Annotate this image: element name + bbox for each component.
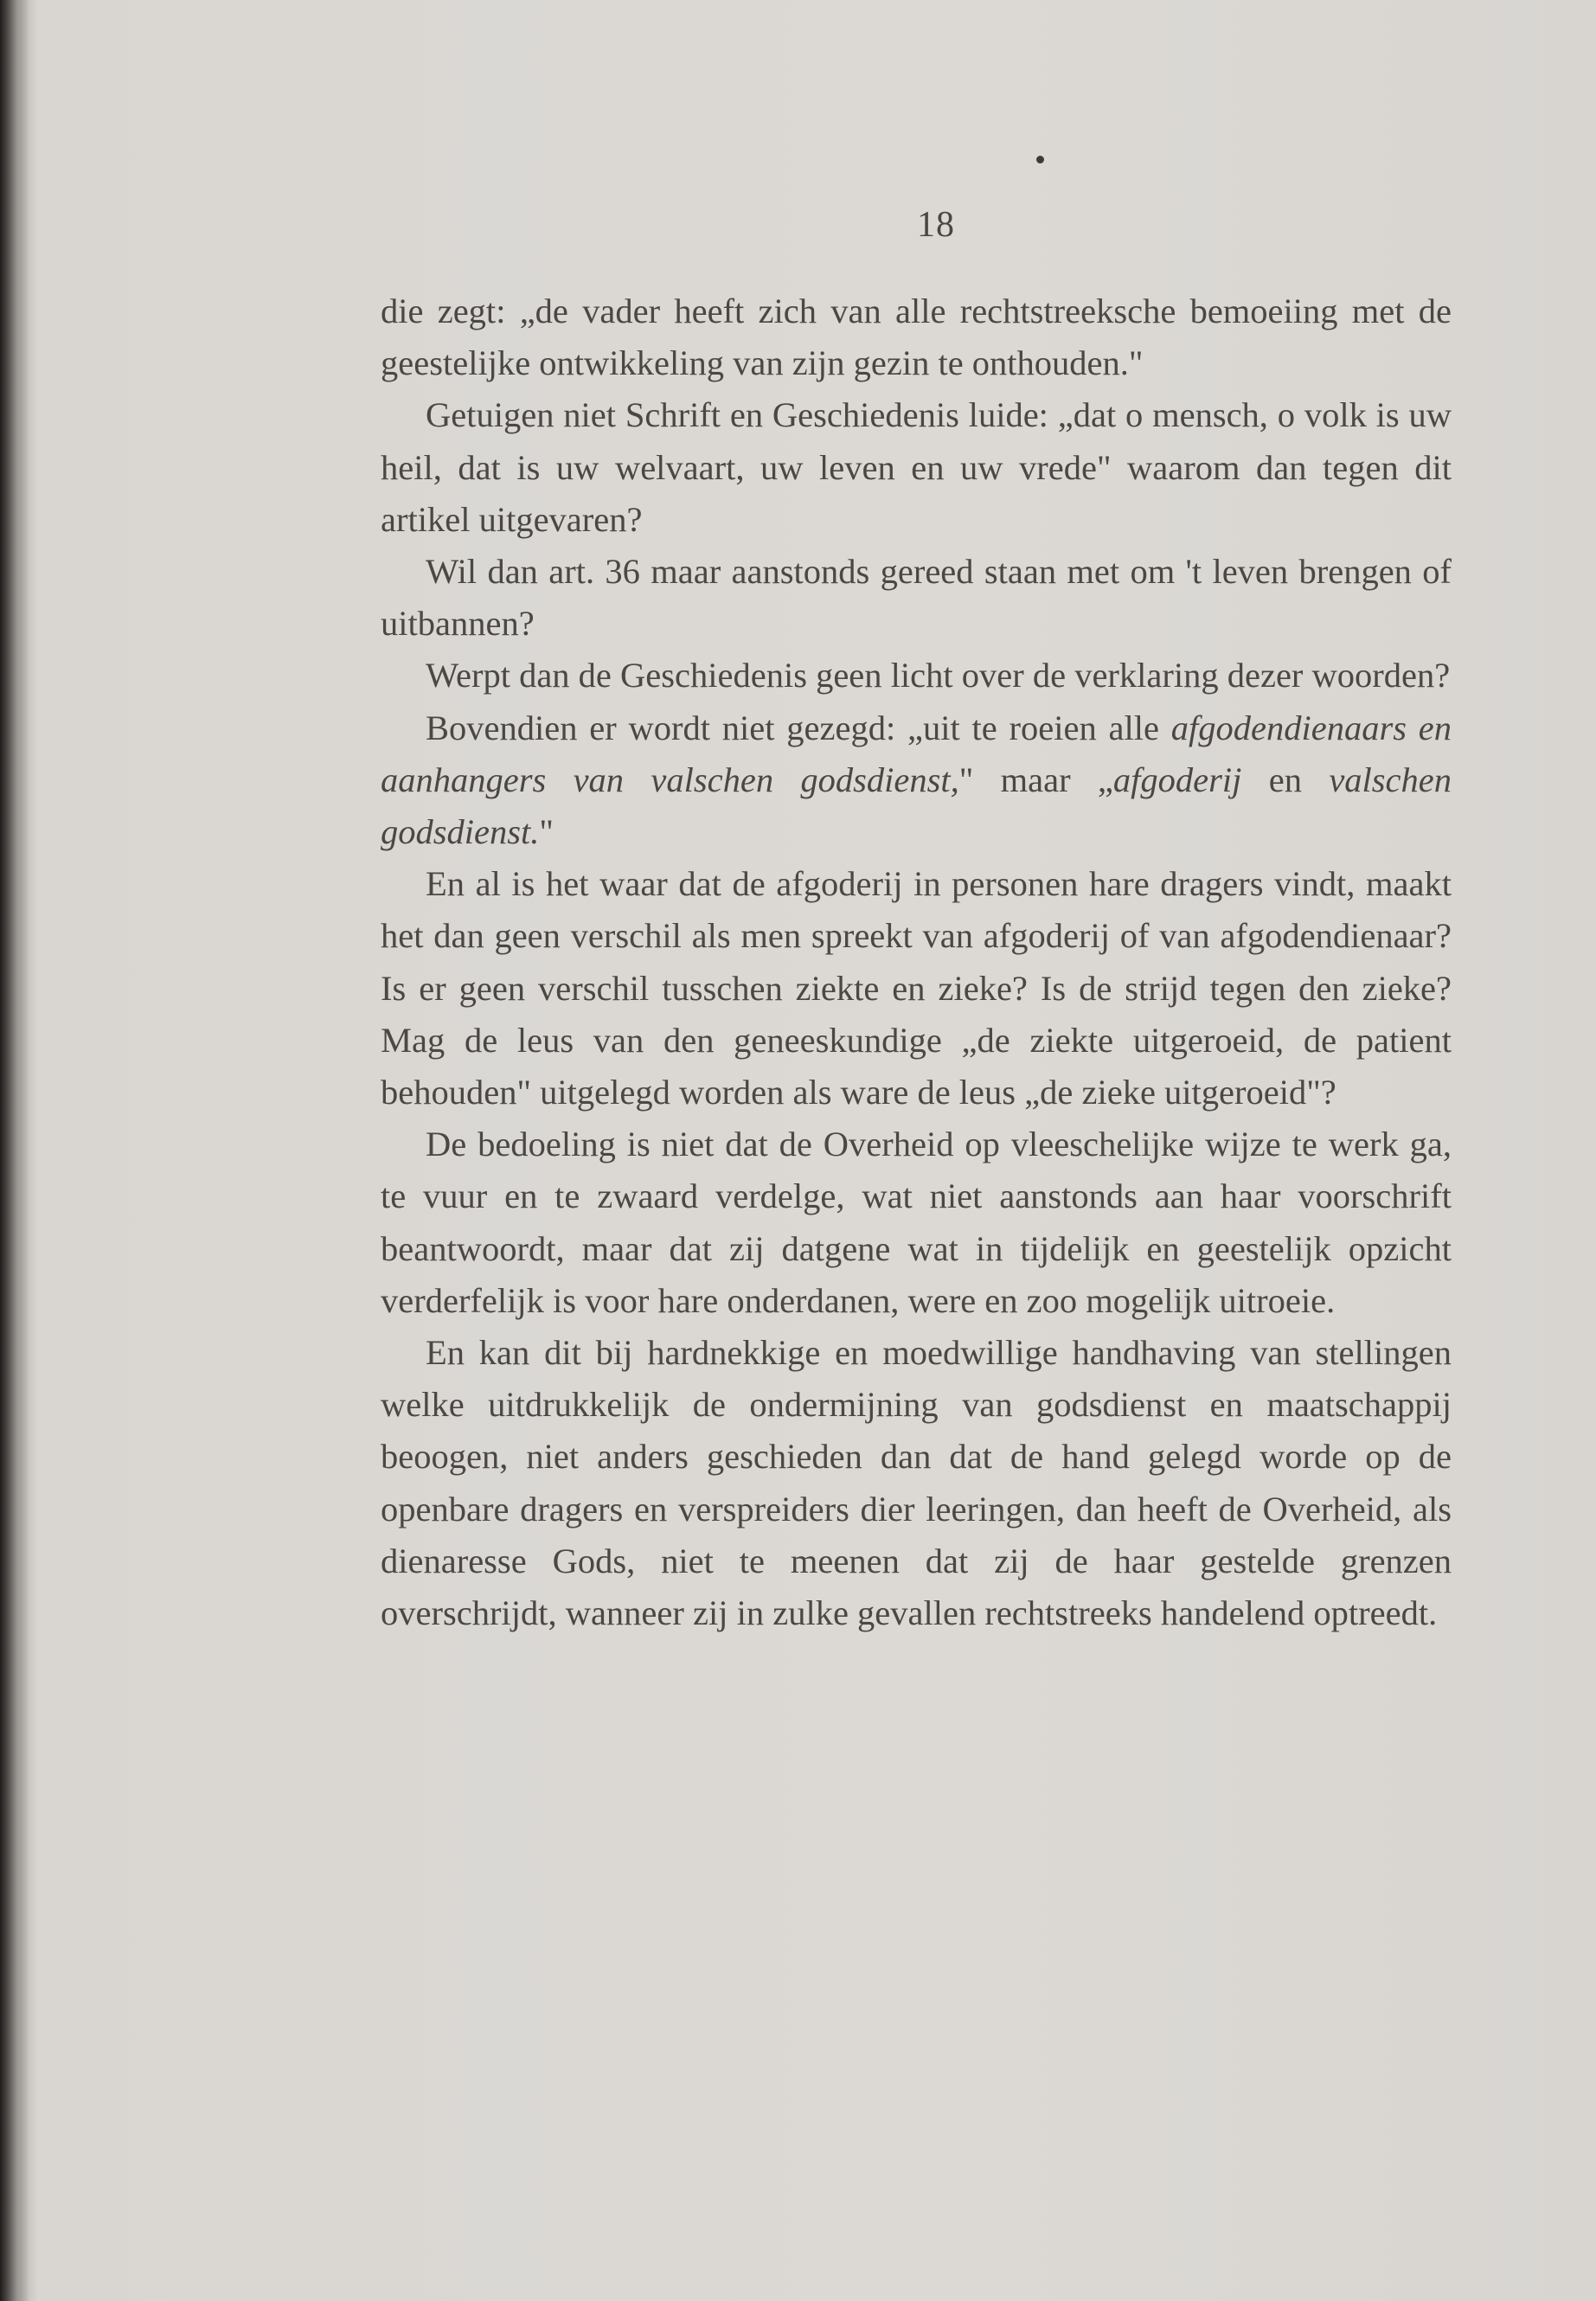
paragraph-3: Wil dan art. 36 maar aanstonds gereed staan met om 't leven brengen of uitbannen? bbox=[381, 552, 1452, 644]
paragraph-5-part-1: Bovendien er wordt niet gezegd: „uit te roeien alle bbox=[426, 708, 1171, 747]
paragraph-2: Getuigen niet Schrift en Geschiedenis luide: „dat o mensch, o volk is uw heil, dat is uw welvaart, uw leven en uw vrede" waarom dan tegen dit artikel uitgevaren? bbox=[381, 395, 1452, 539]
paragraph-5-part-4: " bbox=[539, 812, 554, 852]
paragraph-4: Werpt dan de Geschiedenis geen licht over de verklaring dezer woorden? bbox=[426, 656, 1451, 695]
binding-gutter-shadow bbox=[0, 0, 29, 2301]
paragraph-5-italic-1: afgodendienaars en aanhangers van valschen godsdienst, bbox=[381, 708, 1452, 799]
paper-speck bbox=[1036, 156, 1044, 163]
paragraph-5-part-2: " maar „ bbox=[958, 760, 1113, 799]
paragraph-8: En kan dit bij hardnekkige en moedwillige handhaving van stellingen welke uitdrukkelijk de ondermijning van godsdienst en maatschappij beoogen, niet anders geschieden dan dat de hand gelegd worde op de openbare dragers en verspreiders dier leeringen, dan heeft de Overheid, als dienaresse Gods, niet te meenen dat zij de haar gestelde grenzen overschrijdt, wanneer zij in zulke gevallen rechtstreeks handelend optreedt. bbox=[381, 1333, 1452, 1633]
paragraph-5-italic-2: afgoderij bbox=[1112, 760, 1242, 799]
paragraph-5-italic-3: valschen godsdienst. bbox=[381, 760, 1452, 852]
paragraph-5-part-3: en bbox=[1241, 760, 1330, 799]
page-number: 18 bbox=[917, 205, 955, 245]
body-text bbox=[381, 285, 1452, 1639]
paragraph-1: die zegt: „de vader heeft zich van alle rechtstreeksche bemoeiing met de geestelijke ontwikkeling van zijn gezin te onthouden." bbox=[381, 292, 1452, 383]
paragraph-6: En al is het waar dat de afgoderij in personen hare dragers vindt, maakt het dan geen verschil als men spreekt van afgoderij of van afgodendienaar? Is er geen verschil tusschen ziekte en zieke? Is de strijd tegen den zieke? Mag de leus van den geneeskundige „de ziekte uitgeroeid, de patient behouden" uitgelegd worden als ware de leus „de zieke uitgeroeid"? bbox=[381, 864, 1452, 1112]
paragraph-5 bbox=[381, 702, 1452, 859]
paragraph-7: De bedoeling is niet dat de Overheid op vleeschelijke wijze te werk ga, te vuur en te zwaard verdelge, wat niet aanstonds aan haar voorschrift beantwoordt, maar dat zij datgene wat in tijdelijk en geestelijk opzicht verderfelijk is voor hare onderdanen, were en zoo mogelijk uitroeie. bbox=[381, 1125, 1452, 1320]
